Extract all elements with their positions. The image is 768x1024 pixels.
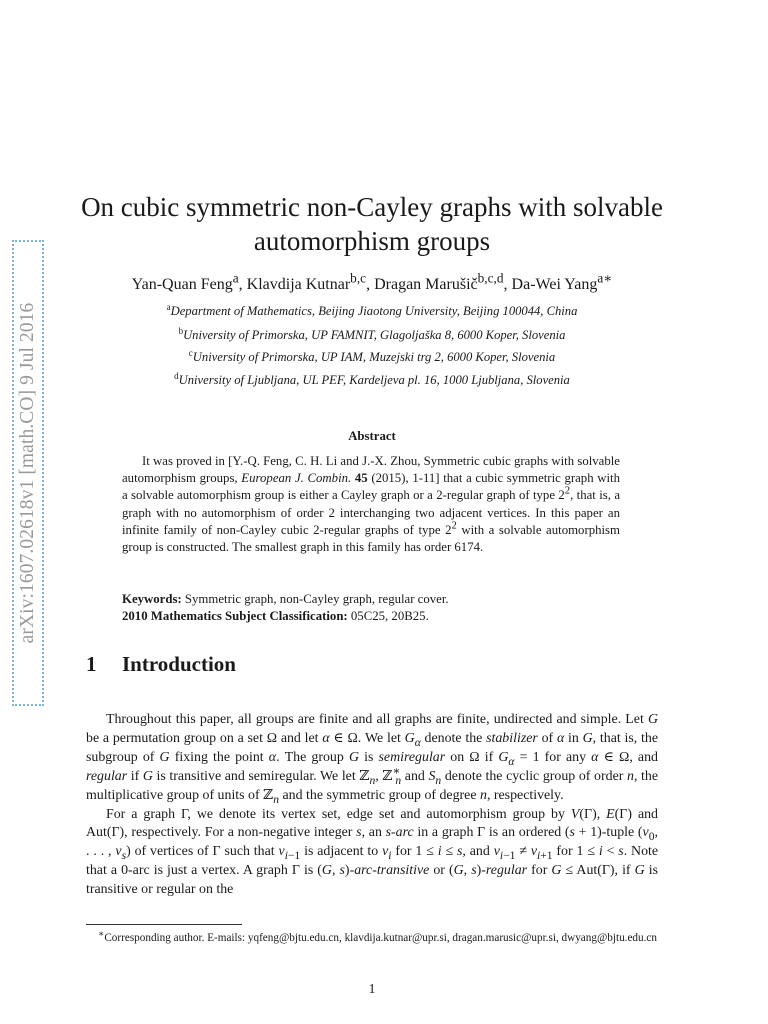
affiliation-sup: c: [188, 347, 193, 358]
title-line-2: automorphism groups: [253, 226, 491, 256]
abstract-text: with a solvable automorphism group is constructed. The smallest graph in this family has order 6174.: [122, 522, 620, 555]
affiliation: [60, 372, 684, 388]
footnote-rule: [86, 924, 242, 925]
abstract-text: (2015), 1-11] that a cubic symmetric graph with a solvable automorphism group is either a Cayley graph or a 2-regular graph of type 2: [122, 471, 621, 503]
author-sup: b,c,d: [477, 270, 504, 286]
msc-value: 05C25, 20B25.: [350, 609, 429, 623]
keywords-value: Symmetric graph, non-Cayley graph, regular cover.: [184, 592, 449, 606]
msc-line: [122, 608, 642, 625]
author-sup: a: [232, 270, 239, 286]
arxiv-stamp: [12, 240, 44, 706]
page-number: 1: [368, 982, 376, 997]
footnote-text: Corresponding author. E-mails: yqfeng@bjtu.edu.cn, klavdija.kutnar@upr.si, dragan.marusic@upr.si, dwyang@bjtu.edu.cn: [104, 932, 657, 944]
msc-label: 2010 Mathematics Subject Classification:: [122, 609, 348, 623]
affiliation-text: University of Primorska, UP IAM, Muzejski trg 2, 6000 Koper, Slovenia: [192, 350, 556, 364]
title-line-1: On cubic symmetric non-Cayley graphs with solvable: [81, 192, 663, 222]
type-exponent: 2: [564, 486, 571, 498]
affiliation-sup: d: [174, 370, 179, 381]
author-name: Da-Wei Yang: [511, 276, 598, 293]
author-sup: a∗: [597, 270, 613, 286]
affiliation: [60, 327, 684, 343]
author-name: Klavdija Kutnar: [246, 276, 351, 293]
author-name: Dragan Marušič: [374, 276, 478, 293]
author-name: Yan-Quan Feng: [131, 276, 233, 293]
affiliation-sup: b: [178, 325, 184, 336]
abstract-body: [122, 453, 620, 556]
abstract-heading: Abstract: [348, 429, 396, 443]
abstract-text: , that is, a graph with no automorphism of order 2 interchanging two adjacent vertices. In this paper an infinite family of non-Cayley cubic 2-regular graphs of type 2: [122, 488, 621, 537]
footnote-mark: ∗: [98, 929, 105, 940]
paper-title: [60, 190, 684, 258]
keywords-label: Keywords:: [122, 592, 182, 606]
affiliation: [60, 303, 684, 319]
affiliation-text: University of Primorska, UP FAMNIT, Glagoljaška 8, 6000 Koper, Slovenia: [183, 328, 566, 342]
keywords-line: [122, 591, 642, 608]
footnote: [86, 931, 658, 946]
type-exponent: 2: [451, 520, 457, 532]
affiliation-text: Department of Mathematics, Beijing Jiaotong University, Beijing 100044, China: [170, 304, 578, 318]
author-list: Yan-Quan Feng$^a$, Klavdija Kutnar$^{b,c}$, Dragan Marušič$^{b,c,d}$, Da-Wei Yang$^{a∗}$: [131, 270, 613, 293]
journal-volume: 45: [354, 471, 368, 486]
affiliation-sup: a: [166, 301, 171, 312]
abstract-text: It was proved in [Y.-Q. Feng, C. H. Li and J.-X. Zhou, Symmetric cubic graphs with solvable automorphism groups,: [122, 454, 620, 486]
journal-name: European J. Combin.: [241, 471, 352, 486]
author-sup: b,c: [350, 270, 367, 286]
intro-paragraph-1: Throughout this paper, all groups are finite and all graphs are finite, undirected and simple. Let G be a permutation group on a set Ω and let α ∈ Ω. We let $G_\alpha$ denote the stabilizer of α in G, that is, the subgroup of G fixing the point α. The group G is semiregular on Ω if $G_\alpha = 1$ for any α ∈ Ω, and regular if G is transitive and semiregular. We let ℤ$_n$, ℤ∗$_n$ and $S_n$ denote the cyclic group of order n, the multiplicative group of units of ℤ$_n$ and the symmetric group of degree n, respectively. For a graph Γ, we denote its vertex set, edge set and automorphism group by V(Γ), E(Γ) and Aut(Γ), respectively. For a non-negative integer s, an s-arc in a graph Γ is an ordered (s + 1)-tuple ($v_0$, . . . , $v_s$) of vertices of Γ such that $v_{i-1}$ is adjacent to $v_i$ for 1 ≤ i ≤ s, and $v_{i-1} \ne v_{i+1}$ for 1 ≤ i < s. Note that a 0-arc is just a vertex. A graph Γ is (G, s)-arc-transitive or (G, s)-regular for G ≤ Aut(Γ), if G is transitive or regular on the: [86, 712, 659, 898]
arxiv-id: arXiv:1607.02618v1 [math.CO] 9 Jul 2016: [17, 302, 38, 644]
section-number: 1: [86, 652, 97, 676]
affiliation: [60, 349, 684, 365]
section-title: Introduction: [122, 652, 236, 676]
affiliation-text: University of Ljubljana, UL PEF, Kardeljeva pl. 16, 1000 Ljubljana, Slovenia: [178, 373, 570, 387]
